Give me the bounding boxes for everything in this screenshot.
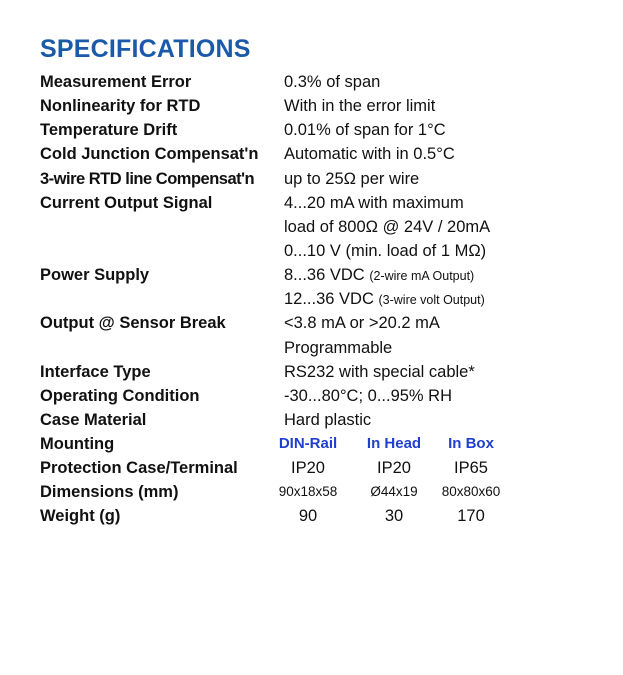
spec-value: 0.01% of span for 1°C [284, 121, 446, 139]
spec-value-line3: 0...10 V (min. load of 1 MΩ) [284, 242, 487, 260]
page-title: SPECIFICATIONS [40, 35, 251, 63]
spec-value: <3.8 mA or >20.2 mA [284, 314, 440, 332]
table-cell: 90 [298, 507, 318, 525]
spec-label: Cold Junction Compensat'n [40, 145, 259, 163]
spec-label: 3-wire RTD line Compensat'n [40, 170, 255, 188]
spec-label: Operating Condition [40, 387, 200, 405]
table-cell: 80x80x60 [441, 484, 501, 499]
power-supply-note: (2-wire mA Output) [369, 269, 475, 283]
column-header-din-rail: DIN-Rail [278, 435, 338, 452]
spec-value: 0.3% of span [284, 73, 381, 91]
spec-label: Nonlinearity for RTD [40, 97, 201, 115]
table-row-label: Protection Case/Terminal [40, 459, 238, 477]
spec-label: Case Material [40, 411, 147, 429]
table-row-label: Weight (g) [40, 507, 121, 525]
table-cell: 90x18x58 [278, 484, 338, 499]
table-cell: IP20 [291, 459, 325, 477]
spec-value: up to 25Ω per wire [284, 170, 420, 188]
spec-label: Output @ Sensor Break [40, 314, 226, 332]
table-cell: IP20 [377, 459, 411, 477]
spec-value: With in the error limit [284, 97, 436, 115]
table-cell: IP65 [454, 459, 488, 477]
column-header-in-head: In Head [366, 435, 422, 452]
spec-value: -30...80°C; 0...95% RH [284, 387, 453, 405]
table-cell: 170 [457, 507, 485, 525]
spec-value: Automatic with in 0.5°C [284, 145, 455, 163]
table-cell: Ø44x19 [370, 484, 418, 499]
power-supply-range-2: 12...36 VDC [284, 290, 374, 308]
spec-value-line2 [284, 287, 485, 312]
table-cell: 30 [384, 507, 404, 525]
power-supply-note-2: (3-wire volt Output) [378, 293, 485, 307]
spec-label: Measurement Error [40, 73, 192, 91]
spec-label: Temperature Drift [40, 121, 178, 139]
mounting-label: Mounting [40, 435, 115, 453]
spec-label: Interface Type [40, 363, 151, 381]
spec-value-line2: load of 800Ω @ 24V / 20mA [284, 218, 491, 236]
column-header-in-box: In Box [448, 435, 494, 452]
spec-label: Power Supply [40, 266, 150, 284]
spec-value: 4...20 mA with maximum [284, 194, 464, 212]
table-row-label: Dimensions (mm) [40, 483, 179, 501]
spec-value: RS232 with special cable* [284, 363, 475, 381]
spec-label: Current Output Signal [40, 194, 213, 212]
power-supply-range: 8...36 VDC [284, 266, 365, 284]
spec-value-line2: Programmable [284, 339, 393, 357]
spec-value: Hard plastic [284, 411, 372, 429]
spec-value [284, 263, 474, 288]
